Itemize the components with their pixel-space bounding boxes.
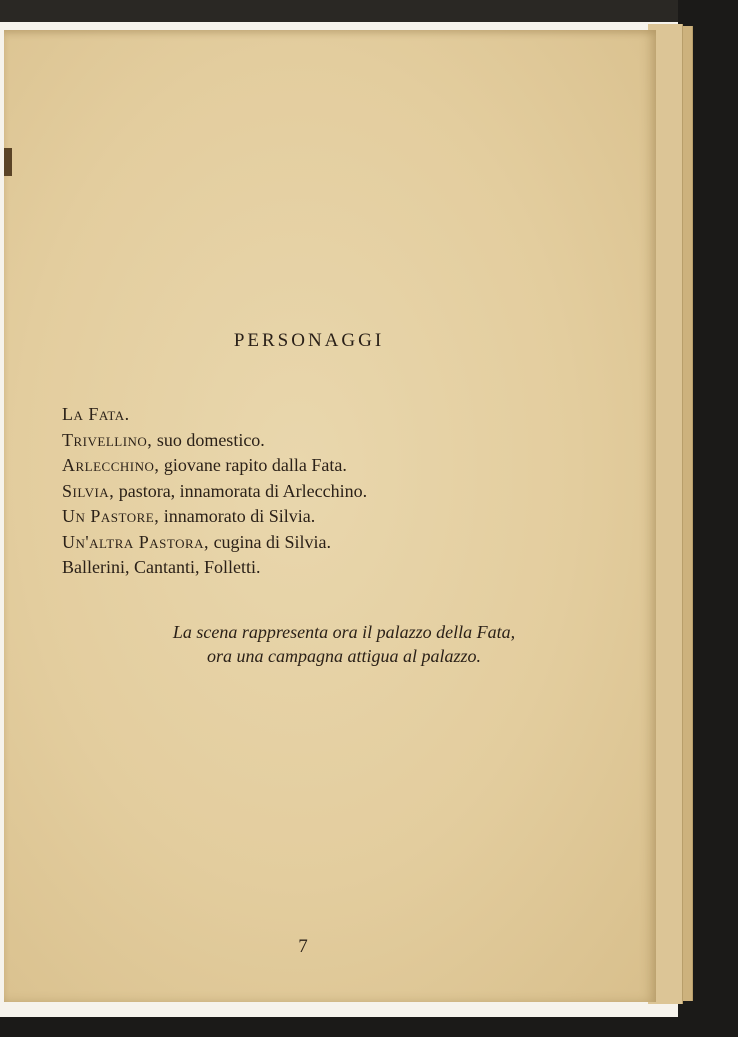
cast-item xyxy=(62,453,367,479)
character-name: Arlecchino, xyxy=(62,455,160,475)
book-page xyxy=(4,30,656,1002)
page-number: 7 xyxy=(298,936,308,957)
character-name: Un Pastore, xyxy=(62,506,160,526)
cast-list xyxy=(62,402,367,581)
scan-bottom-edge xyxy=(0,1017,738,1037)
character-description: suo domestico. xyxy=(152,429,265,450)
scene-line-2: ora una campagna attigua al palazzo. xyxy=(206,646,481,666)
cast-item xyxy=(62,402,367,428)
character-name: Un'altra Pastora, xyxy=(62,531,210,552)
cast-item xyxy=(62,479,367,505)
character-description: giovane rapito dalla Fata. xyxy=(159,455,347,475)
scan-top-edge xyxy=(0,0,738,22)
scene-description xyxy=(54,620,634,668)
character-name: La Fata. xyxy=(62,404,130,424)
scene-line-1: La scena rappresenta ora il palazzo della Fata, xyxy=(172,622,516,642)
page-heading: PERSONAGGI xyxy=(233,330,385,351)
character-description: innamorato di Silvia. xyxy=(159,506,316,526)
character-description: Ballerini, Cantanti, Folletti. xyxy=(62,557,261,577)
cast-item xyxy=(62,555,367,581)
cast-item xyxy=(62,428,367,454)
character-name: Silvia, xyxy=(62,480,115,501)
character-name: Trivellino, xyxy=(62,429,153,450)
cast-item xyxy=(62,504,367,530)
character-description: pastora, innamorata di Arlecchino. xyxy=(114,480,368,501)
character-description: cugina di Silvia. xyxy=(209,531,332,552)
cast-item xyxy=(62,530,367,556)
binding-mark xyxy=(4,148,12,176)
